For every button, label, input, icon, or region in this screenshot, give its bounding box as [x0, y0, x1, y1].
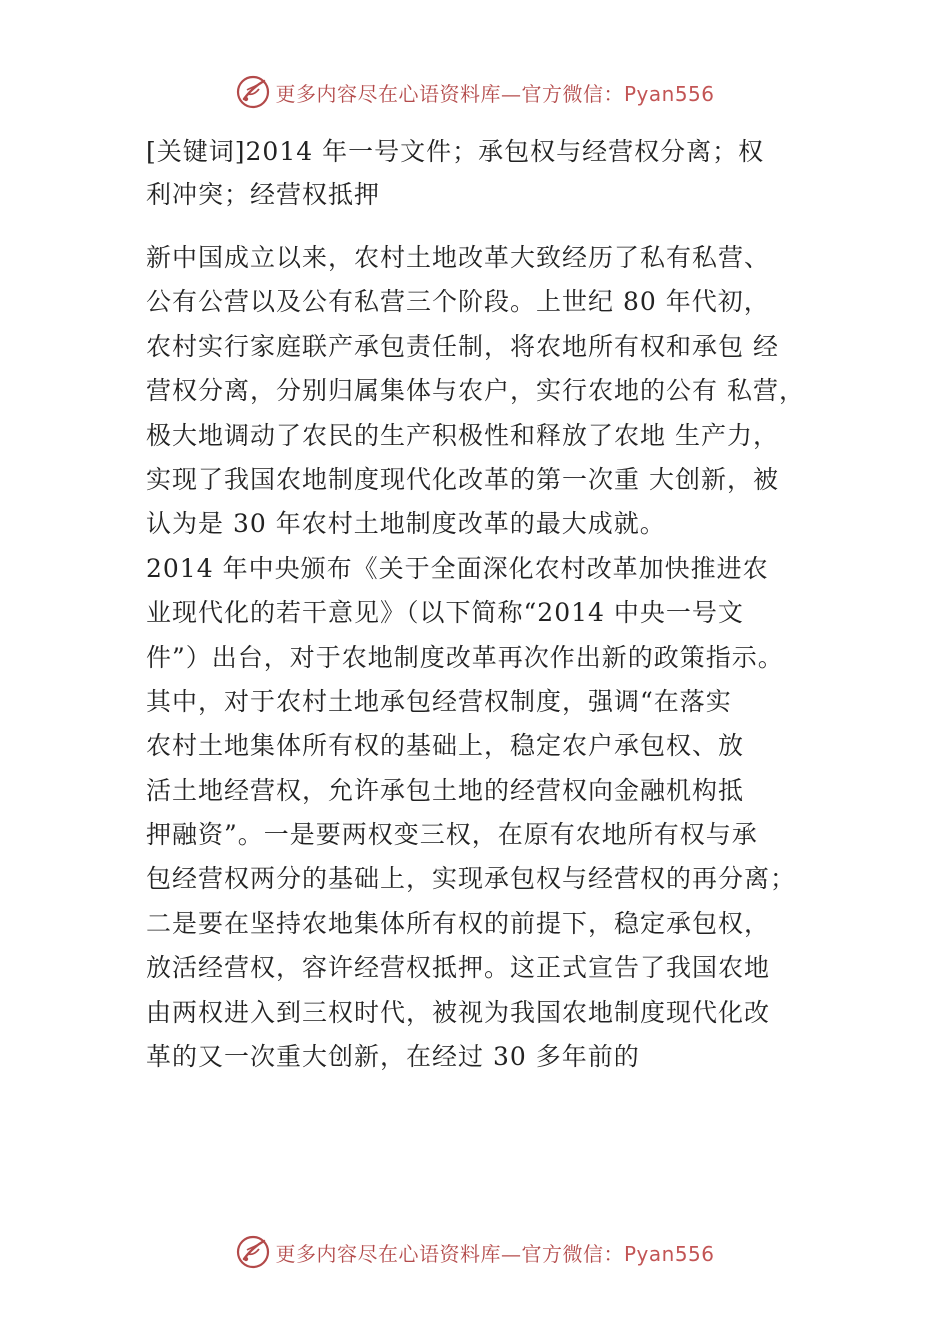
header-watermark-banner: [0, 72, 950, 112]
body-line: 业现代化的若干意见》（以下简称“2014 中央一号文: [146, 598, 744, 628]
body-line: 农村实行家庭联产承包责任制，将农地所有权和承包 经: [146, 331, 779, 361]
body-line: 其中，对于农村土地承包经营权制度，强调“在落实: [146, 686, 732, 716]
body-line: 由两权进入到三权时代，被视为我国农地制度现代化改: [146, 997, 771, 1027]
body-line: 公有公营以及公有私营三个阶段。上世纪 80 年代初，: [146, 287, 770, 317]
body-line: 营权分离，分别归属集体与农户，实行农地的公有 私营，: [146, 376, 805, 406]
body-line: 押融资”。一是要两权变三权，在原有农地所有权与承: [146, 820, 758, 850]
body-line: 活土地经营权，允许承包土地的经营权向金融机构抵: [146, 775, 745, 805]
watermark-text: [275, 78, 714, 107]
body-line: 包经营权两分的基础上，实现承包权与经营权的再分离；: [146, 864, 797, 894]
body-line: 放活经营权，容许经营权抵押。这正式宣告了我国农地: [146, 953, 771, 983]
body-line: 件”）出台，对于农地制度改革再次作出新的政策指示。: [146, 642, 784, 672]
watermark-text-cn: 更多内容尽在心语资料库—官方微信：: [275, 81, 624, 106]
feather-seal-logo: [235, 1234, 271, 1270]
watermark-wechat-id: Pyan556: [623, 1241, 715, 1266]
watermark-text: [275, 1238, 714, 1267]
watermark-wechat-id: Pyan556: [623, 81, 715, 106]
body-line: 二是要在坚持农地集体所有权的前提下，稳定承包权，: [146, 908, 771, 938]
body-paragraphs: [146, 236, 846, 1079]
body-line: 新中国成立以来，农村土地改革大致经历了私有私营、: [146, 243, 771, 272]
watermark-text-cn: 更多内容尽在心语资料库—官方微信：: [275, 1241, 624, 1266]
footer-watermark-banner: [0, 1232, 950, 1272]
body-line: 2014 年中央颁布《关于全面深化农村改革加快推进农: [146, 553, 769, 583]
keywords-paragraph: [146, 130, 846, 216]
keywords-line: 利冲突；经营权抵押: [146, 180, 381, 209]
body-line: 实现了我国农地制度现代化改革的第一次重 大创新，被: [146, 464, 779, 494]
feather-seal-logo: [235, 74, 271, 110]
body-line: 革的又一次重大创新，在经过 30 多年前的: [146, 1042, 640, 1072]
body-line: 认为是 30 年农村土地制度改革的最大成就。: [146, 509, 666, 539]
body-line: 极大地调动了农民的生产积极性和释放了农地 生产力，: [146, 420, 779, 450]
keywords-line: [关键词]2014 年一号文件；承包权与经营权分离；权: [146, 137, 765, 166]
body-line: 农村土地集体所有权的基础上，稳定农户承包权、放: [146, 731, 745, 761]
